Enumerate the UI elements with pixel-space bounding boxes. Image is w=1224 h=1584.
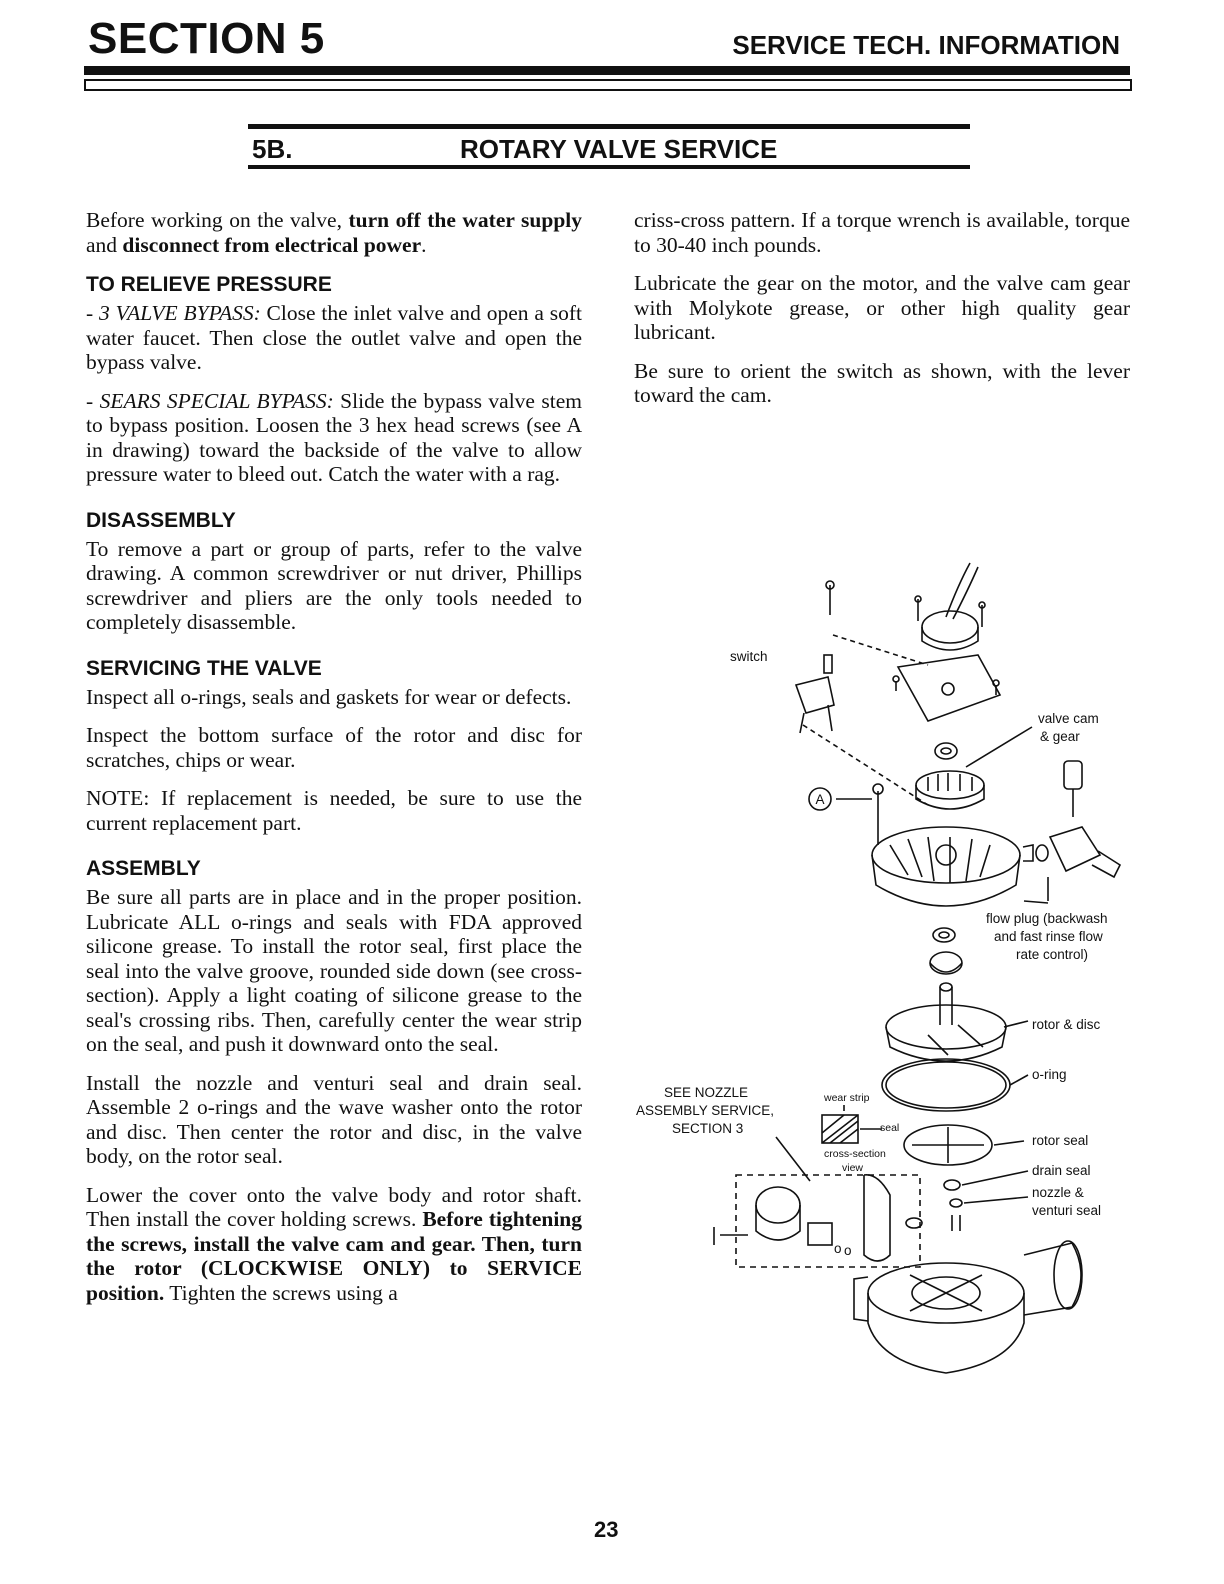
svg-text:o: o bbox=[834, 1241, 842, 1256]
view-label: view bbox=[842, 1162, 864, 1174]
valve-cam-label-line2: & gear bbox=[1040, 729, 1080, 744]
page-number: 23 bbox=[594, 1517, 619, 1542]
assembly-paragraph-3: Lower the cover onto the valve body and rotor shaft. Then install the cover holding screws. Before tightening the screws, install the valve cam and gear. Then, turn the rotor (CLOCKWISE ONLY) to SERVICE position. Tighten the screws using a bbox=[86, 1182, 582, 1305]
svg-text:o: o bbox=[844, 1243, 852, 1258]
section-title: SECTION 5 bbox=[88, 14, 325, 63]
lubricate-paragraph: Lubricate the gear on the motor, and the valve cam gear with Molykote grease, or other high quality gear lubricant. bbox=[634, 271, 1130, 344]
cross-section-label: cross-section bbox=[824, 1148, 886, 1160]
header-rule-outline bbox=[84, 79, 1132, 91]
drain-seal-label: drain seal bbox=[1032, 1163, 1091, 1178]
left-column bbox=[86, 208, 582, 1319]
subheader-number: 5B. bbox=[252, 134, 293, 164]
subheader-title: ROTARY VALVE SERVICE bbox=[460, 134, 778, 164]
rotor-seal-label: rotor seal bbox=[1032, 1133, 1089, 1148]
servicing-paragraph-2: Inspect the bottom surface of the rotor and disc for scratches, chips or wear. bbox=[86, 723, 582, 772]
valve-cam-label-line1: valve cam bbox=[1038, 711, 1099, 726]
three-valve-bypass-paragraph: - 3 VALVE BYPASS: Close the inlet valve and open a soft water faucet. Then close the outlet valve and open the bypass valve. bbox=[86, 301, 582, 374]
flow-plug-label-line2: and fast rinse flow bbox=[994, 929, 1103, 944]
switch-label: switch bbox=[730, 649, 768, 664]
see-nozzle-label-line1: SEE NOZZLE bbox=[664, 1085, 749, 1100]
diagram-drawing bbox=[714, 563, 1120, 1373]
subheader-rule-bottom bbox=[248, 165, 970, 169]
sears-bypass-paragraph: - SEARS SPECIAL BYPASS: Slide the bypass valve stem to bypass position. Loosen the 3 hex head screws (see A in drawing) toward the backside of the valve to allow pressure water to bleed out. Catch the water with a rag. bbox=[86, 388, 582, 486]
torque-paragraph: criss-cross pattern. If a torque wrench is available, torque to 30-40 inch pounds. bbox=[634, 208, 1130, 257]
servicing-heading: SERVICING THE VALVE bbox=[86, 656, 322, 680]
wear-strip-label: wear strip bbox=[824, 1092, 870, 1104]
intro-paragraph: Before working on the valve, turn off the water supply and disconnect from electrical power. bbox=[86, 208, 582, 257]
seal-label: seal bbox=[880, 1122, 900, 1134]
nozzle-label-line1: nozzle & bbox=[1032, 1185, 1084, 1200]
rotor-disc-label: rotor & disc bbox=[1032, 1017, 1101, 1032]
flow-plug-label-line1: flow plug (backwash bbox=[986, 911, 1108, 926]
assembly-paragraph-1: Be sure all parts are in place and in the proper position. Lubricate ALL o-rings and seals with FDA approved silicone grease. To install the rotor seal, first place the seal into the valve groove, rounded side down (see cross-section). Apply a light coating of silicone grease to the seal's crossing ribs. Then, carefully center the wear strip on the seal, and push it downward onto the seal. bbox=[86, 885, 582, 1056]
switch-orientation-paragraph: Be sure to orient the switch as shown, with the lever toward the cam. bbox=[634, 358, 1130, 407]
servicing-paragraph-1: Inspect all o-rings, seals and gaskets for wear or defects. bbox=[86, 684, 572, 709]
rotary-valve-exploded-diagram bbox=[628, 555, 1128, 1505]
right-column bbox=[634, 208, 1130, 422]
oring-label: o-ring bbox=[1032, 1067, 1067, 1082]
subheader-rule-top bbox=[248, 124, 970, 129]
section-subtitle: SERVICE TECH. INFORMATION bbox=[732, 30, 1120, 60]
disassembly-heading: DISASSEMBLY bbox=[86, 508, 236, 532]
disassembly-paragraph: To remove a part or group of parts, refer to the valve drawing. A common screwdriver or nut driver, Phillips screwdriver and pliers are the only tools needed to completely disassemble. bbox=[86, 536, 582, 634]
header-rule-thick bbox=[84, 66, 1130, 75]
assembly-paragraph-2: Install the nozzle and venturi seal and drain seal. Assemble 2 o-rings and the wave washer onto the rotor and disc. Then center the rotor and disc, in the valve body, on the rotor seal. bbox=[86, 1070, 582, 1168]
servicing-note: NOTE: If replacement is needed, be sure to use the current replacement part. bbox=[86, 786, 582, 835]
see-nozzle-label-line2: ASSEMBLY SERVICE, bbox=[636, 1103, 775, 1118]
see-nozzle-label-line3: SECTION 3 bbox=[672, 1121, 744, 1136]
nozzle-label-line2: venturi seal bbox=[1032, 1203, 1102, 1218]
flow-plug-label-line3: rate control) bbox=[1016, 947, 1089, 962]
marker-a-label: A bbox=[815, 792, 825, 807]
assembly-heading: ASSEMBLY bbox=[86, 857, 201, 880]
relieve-pressure-heading: TO RELIEVE PRESSURE bbox=[86, 273, 332, 296]
